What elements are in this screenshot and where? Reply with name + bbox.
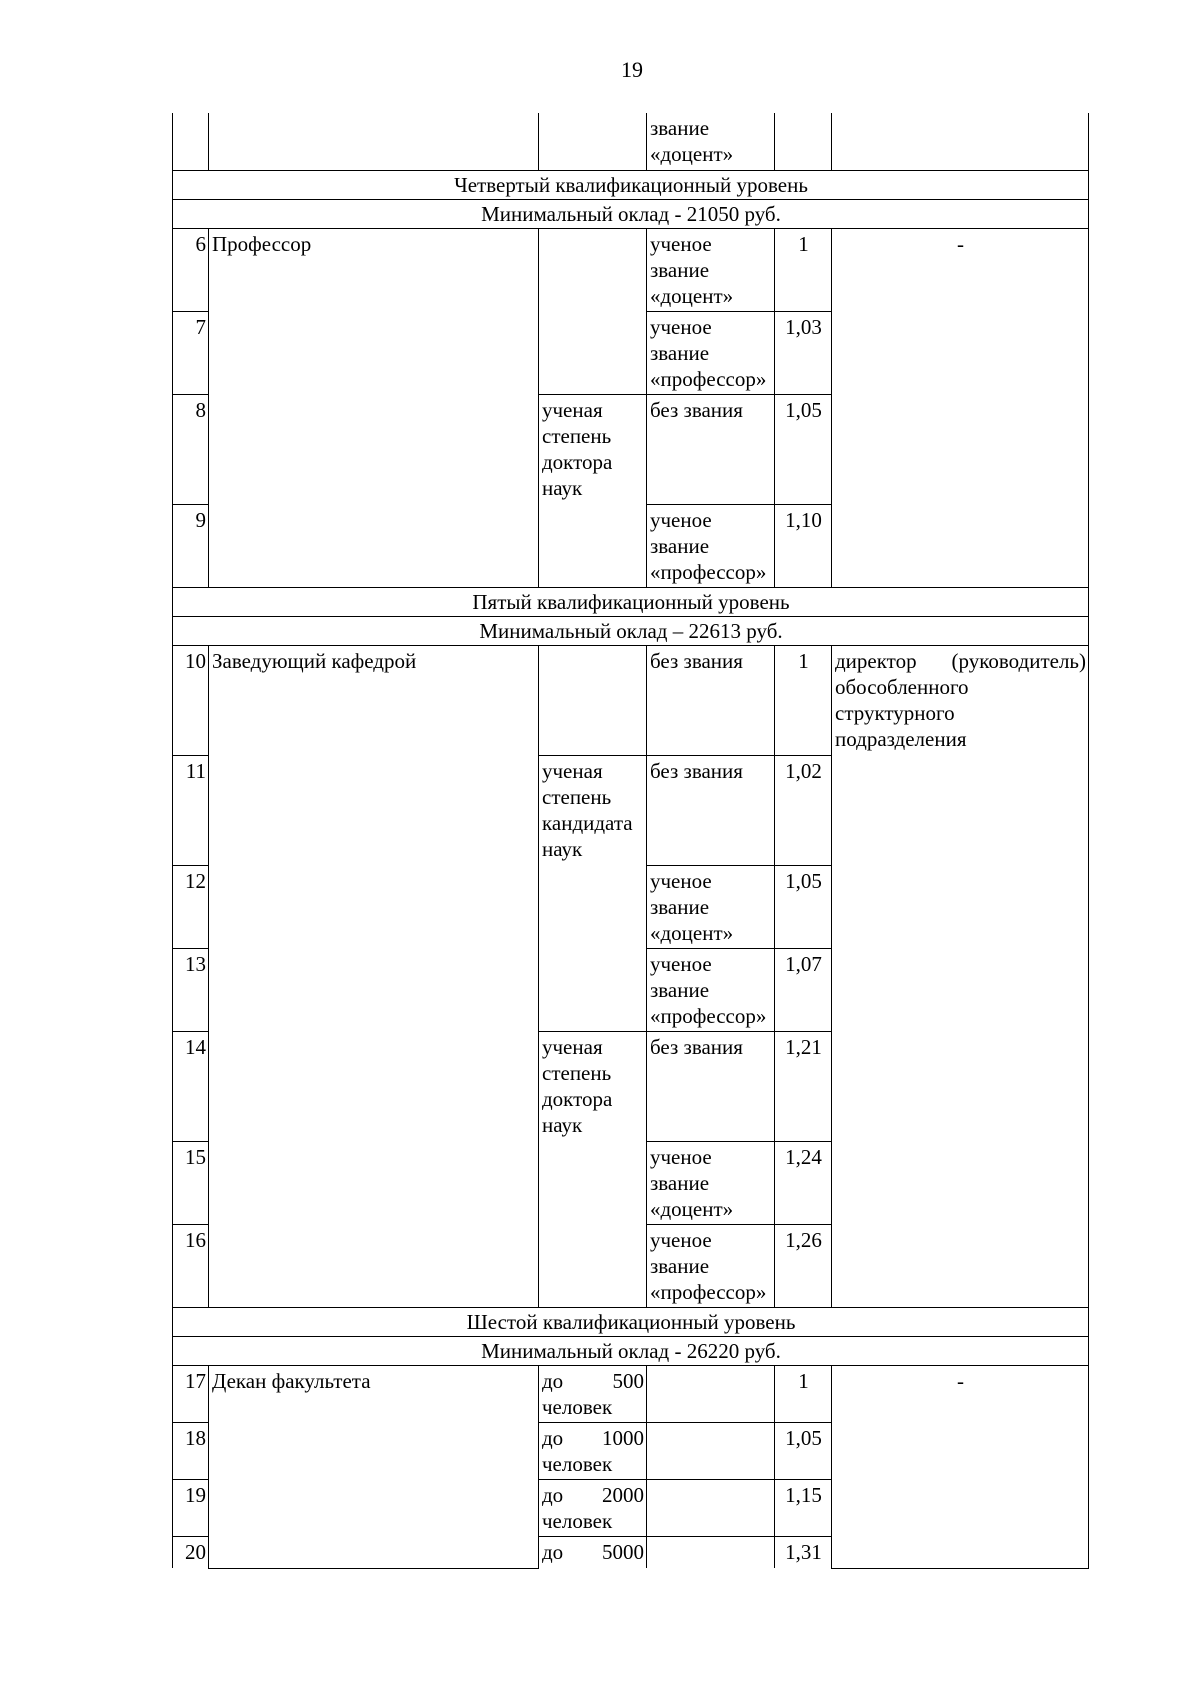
- row-number: 19: [173, 1479, 209, 1536]
- rank-cell: [647, 1365, 775, 1422]
- row-number: 7: [173, 311, 209, 394]
- row-number: 6: [173, 228, 209, 311]
- size-prefix: до: [542, 1368, 564, 1393]
- faculty-size-cell: [539, 1422, 647, 1479]
- page-number: 19: [621, 57, 643, 82]
- rank-cell: ученое звание «доцент»: [647, 228, 775, 311]
- coefficient: 1,10: [775, 504, 832, 587]
- rank-cell: ученое звание «профессор»: [647, 1224, 775, 1307]
- rank-cell: без звания: [647, 1031, 775, 1141]
- salary-row: [173, 616, 1089, 645]
- size-prefix: до: [542, 1482, 564, 1507]
- rank-cell: ученое звание «доцент»: [647, 865, 775, 948]
- rank-cell: без звания: [647, 394, 775, 504]
- row-number: 14: [173, 1031, 209, 1141]
- salary-row: [173, 1336, 1089, 1365]
- qualification-table: [172, 113, 1089, 1569]
- level-title-row: [173, 1307, 1089, 1336]
- coefficient: 1,02: [775, 755, 832, 865]
- row-number: 18: [173, 1422, 209, 1479]
- size-count: 5000: [602, 1539, 644, 1564]
- row-number: 10: [173, 645, 209, 755]
- minimum-salary: Минимальный оклад - 21050 руб.: [173, 199, 1089, 228]
- coefficient: 1,31: [775, 1536, 832, 1568]
- position-name: Декан факультета: [209, 1365, 539, 1568]
- table-row: [173, 645, 1089, 755]
- table-cell: [539, 113, 647, 170]
- coefficient: 1: [775, 1365, 832, 1422]
- level-title-row: [173, 170, 1089, 199]
- coefficient: 1,07: [775, 948, 832, 1031]
- table-cell: [209, 113, 539, 170]
- coefficient: 1,21: [775, 1031, 832, 1141]
- size-count: 2000: [602, 1482, 644, 1507]
- size-unit: человек: [542, 1394, 613, 1419]
- degree-cell: [539, 645, 647, 755]
- rank-cell: [647, 1479, 775, 1536]
- row-number: 16: [173, 1224, 209, 1307]
- rank-cell: ученое звание «профессор»: [647, 948, 775, 1031]
- row-number: 8: [173, 394, 209, 504]
- rank-cell: без звания: [647, 755, 775, 865]
- minimum-salary: Минимальный оклад – 22613 руб.: [173, 616, 1089, 645]
- table-row: [173, 1365, 1089, 1422]
- row-number: 13: [173, 948, 209, 1031]
- table-row: [173, 228, 1089, 311]
- position-name: Заведующий кафедрой: [209, 645, 539, 1307]
- level-title: Пятый квалификационный уровень: [173, 587, 1089, 616]
- coefficient: 1,15: [775, 1479, 832, 1536]
- coefficient: 1,05: [775, 394, 832, 504]
- table-cell: [775, 113, 832, 170]
- level-title: Шестой квалификационный уровень: [173, 1307, 1089, 1336]
- size-prefix: до: [542, 1539, 564, 1564]
- minimum-salary: Минимальный оклад - 26220 руб.: [173, 1336, 1089, 1365]
- salary-row: [173, 199, 1089, 228]
- rank-cell: ученое звание «профессор»: [647, 504, 775, 587]
- coefficient: 1,05: [775, 865, 832, 948]
- faculty-size-cell: [539, 1479, 647, 1536]
- table-row: [173, 113, 1089, 170]
- row-number: 11: [173, 755, 209, 865]
- rank-cell: без звания: [647, 645, 775, 755]
- size-prefix: до: [542, 1425, 564, 1450]
- faculty-size-cell: [539, 1365, 647, 1422]
- coefficient: 1,26: [775, 1224, 832, 1307]
- note-cell: -: [832, 228, 1089, 587]
- row-number: 20: [173, 1536, 209, 1568]
- row-number: 15: [173, 1141, 209, 1224]
- coefficient: 1,05: [775, 1422, 832, 1479]
- rank-cell: звание «доцент»: [647, 113, 775, 170]
- level-title-row: [173, 587, 1089, 616]
- table-cell: [832, 113, 1089, 170]
- size-unit: человек: [542, 1508, 613, 1533]
- position-name: Профессор: [209, 228, 539, 587]
- row-number: 9: [173, 504, 209, 587]
- degree-cell: ученая степень доктора наук: [539, 1031, 647, 1307]
- degree-cell: ученая степень кандидата наук: [539, 755, 647, 1031]
- rank-cell: ученое звание «профессор»: [647, 311, 775, 394]
- degree-cell: [539, 228, 647, 394]
- note-cell: -: [832, 1365, 1089, 1568]
- coefficient: 1: [775, 228, 832, 311]
- note-cell: директор (руководитель) обособленного структурного подразделения: [832, 645, 1089, 1307]
- rank-cell: [647, 1536, 775, 1568]
- table-cell: [173, 113, 209, 170]
- row-number: 12: [173, 865, 209, 948]
- size-count: 500: [612, 1368, 644, 1393]
- degree-cell: ученая степень доктора наук: [539, 394, 647, 587]
- size-count: 1000: [602, 1425, 644, 1450]
- coefficient: 1,24: [775, 1141, 832, 1224]
- coefficient: 1: [775, 645, 832, 755]
- size-unit: человек: [542, 1451, 613, 1476]
- rank-cell: [647, 1422, 775, 1479]
- level-title: Четвертый квалификационный уровень: [173, 170, 1089, 199]
- faculty-size-cell: [539, 1536, 647, 1568]
- rank-cell: ученое звание «доцент»: [647, 1141, 775, 1224]
- row-number: 17: [173, 1365, 209, 1422]
- coefficient: 1,03: [775, 311, 832, 394]
